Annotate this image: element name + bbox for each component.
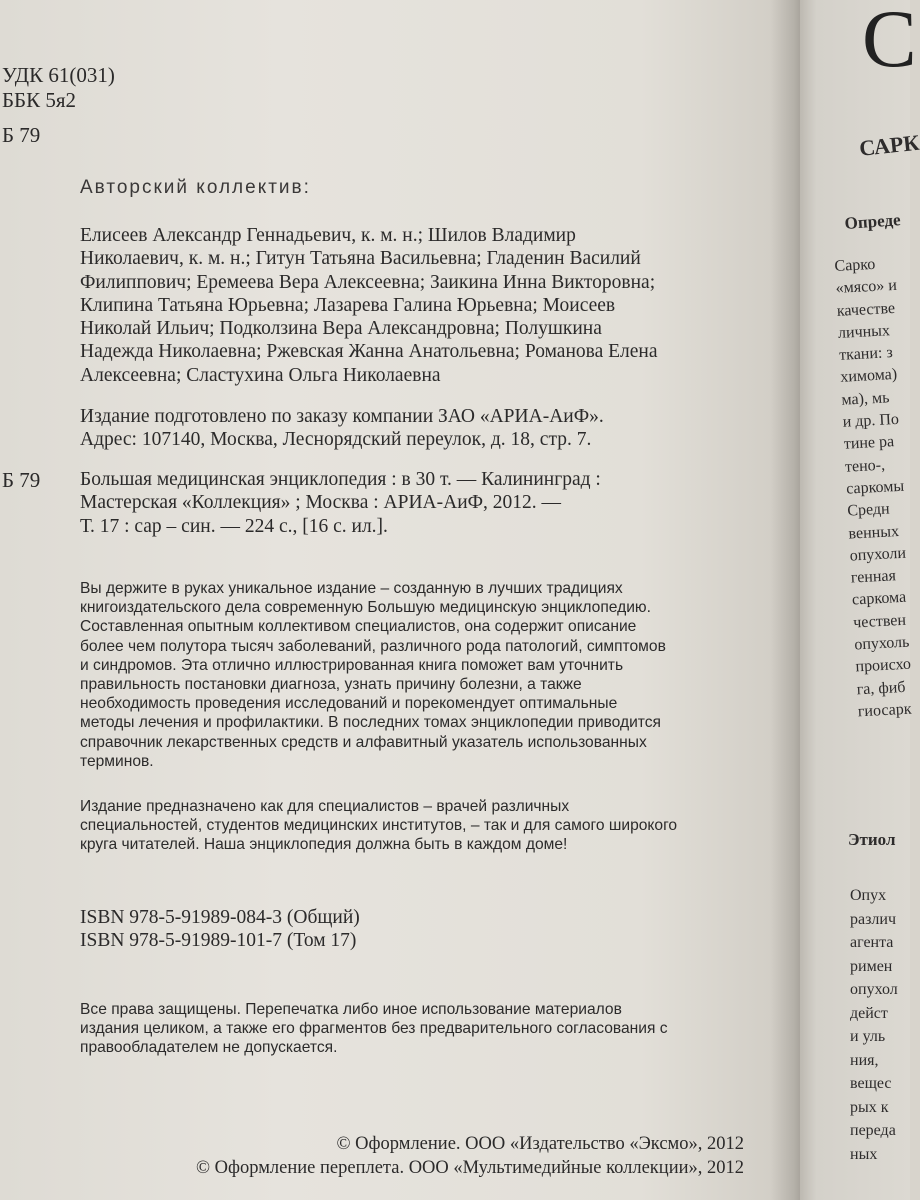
text-fragment-line: и уль [850, 1028, 886, 1045]
text-fragment-line: различ [850, 910, 897, 928]
audience-line: круга читателей. Наша энциклопедия должна быть в каждом доме! [80, 836, 568, 854]
text-fragment-line: Опух [850, 887, 887, 904]
text-fragment-line: га, фиб [856, 678, 906, 699]
bbk-code: ББК 5я2 [2, 88, 77, 112]
udk-code: УДК 61(031) [2, 63, 115, 87]
description-line: более чем полутора тысяч заболеваний, различного рода патологий, симптомов [80, 637, 666, 655]
text-fragment-line: и др. По [842, 410, 900, 431]
section-heading-etiology: Этиол [848, 830, 896, 849]
authors-line: Алексеевна; Сластухина Ольга Николаевна [80, 364, 441, 386]
definition-text-fragment [834, 253, 920, 724]
authors-line: Надежда Николаевна; Ржевская Жанна Анатольевна; Романова Елена [80, 341, 658, 363]
text-fragment-line: агента [850, 934, 894, 951]
description-line: необходимость проведения исследований и порекомендует оптимальные [80, 695, 618, 713]
text-fragment-line: происхо [855, 655, 912, 676]
description-line: Составленная опытным коллективом специалистов, она содержит описание [80, 618, 637, 636]
text-fragment-line: венных [848, 522, 900, 543]
index-code-mid: Б 79 [2, 468, 41, 492]
isbn-general: ISBN 978-5-91989-084-3 (Общий) [80, 907, 360, 928]
text-fragment-line: саркомы [845, 477, 905, 498]
etiology-text-fragment [850, 884, 898, 1166]
description-line: книгоиздательского дела современную Большую медицинскую энциклопедию. [80, 599, 651, 617]
authors-line: Клипина Татьяна Юрьевна; Лазарева Галина Юрьевна; Моисеев [80, 294, 616, 316]
text-fragment-line: личных [837, 322, 891, 342]
text-fragment-line: тено-, [844, 456, 886, 476]
text-fragment-line: саркома [851, 589, 907, 609]
entry-title-fragment: САРК [858, 129, 920, 161]
rights-line: правообладателем не допускается. [80, 1039, 338, 1057]
text-fragment-line: химома) [839, 366, 898, 387]
copyright-binding: © Оформление переплета. ООО «Мультимедийные коллекции», 2012 [195, 1158, 744, 1178]
text-fragment-line: вещес [850, 1075, 892, 1092]
text-fragment-line: ных [850, 1145, 878, 1163]
audience-paragraph [80, 797, 677, 855]
publisher-line: Адрес: 107140, Москва, Леснорядский переулок, д. 18, стр. 7. [80, 429, 592, 451]
description-line: терминов. [80, 752, 154, 770]
rights-line: Все права защищены. Перепечатка либо иное использование материалов [80, 1001, 622, 1018]
text-fragment-line: опухол [850, 981, 898, 998]
copyright-design: © Оформление. ООО «Издательство «Эксмо», 2012 [336, 1134, 744, 1154]
text-fragment-line: опухоли [849, 544, 907, 565]
text-fragment-line: чествен [852, 611, 907, 632]
bibliographic-entry [80, 468, 601, 538]
rights-notice [80, 1000, 668, 1058]
copyright-block [196, 1132, 744, 1180]
text-fragment-line: качестве [836, 299, 896, 320]
section-heading-definition: Опреде [844, 210, 902, 233]
bib-line: Мастерская «Коллекция» ; Москва : АРИА-АиФ, 2012. — [80, 492, 562, 514]
audience-line: Издание предназначено как для специалистов – врачей различных [80, 798, 570, 815]
authors-heading: Авторский коллектив: [80, 177, 311, 198]
text-fragment-line: генная [850, 567, 897, 587]
text-fragment-line: переда [850, 1122, 896, 1139]
big-initial-letter: С [862, 0, 917, 84]
text-fragment-line: римен [850, 957, 893, 975]
authors-line: Филиппович; Еремеева Вера Алексеевна; Заикина Инна Викторовна; [80, 271, 656, 293]
text-fragment-line: дейст [850, 1004, 888, 1022]
text-fragment-line: Сарко [834, 255, 876, 275]
authors-list [80, 224, 658, 387]
rights-line: издания целиком, а также его фрагментов без предварительного согласования с [80, 1020, 668, 1038]
text-fragment-line: ния, [850, 1051, 879, 1069]
text-fragment-line: ткани: з [838, 344, 894, 365]
description-line: правильность постановки диагноза, узнать причину болезни, а также [80, 676, 582, 694]
bib-line: Т. 17 : сар – син. — 224 с., [16 с. ил.]. [80, 515, 388, 537]
text-fragment-line: Средн [846, 500, 891, 520]
publisher-block [80, 405, 604, 452]
right-page [800, 0, 920, 1200]
audience-line: специальностей, студентов медицинских институтов, – так и для самого широкого [80, 817, 678, 835]
bib-line: Большая медицинская энциклопедия : в 30 т. — Калининград : [80, 469, 601, 490]
description-line: и синдромов. Эта отлично иллюстрированная книга поможет вам уточнить [80, 656, 624, 674]
index-code-top: Б 79 [2, 123, 41, 147]
text-fragment-line: «мясо» и [835, 277, 898, 298]
authors-line: Елисеев Александр Геннадьевич, к. м. н.; Шилов Владимир [80, 225, 576, 246]
text-fragment-line: гиосарк [857, 700, 912, 721]
authors-line: Николай Ильич; Подколзина Вера Александровна; Полушкина [80, 318, 602, 340]
description-line: Вы держите в руках уникальное издание – созданную в лучших традициях [80, 580, 623, 597]
text-fragment-line: опухоль [853, 633, 910, 654]
description-line: справочник лекарственных средств и алфавитный указатель использованных [80, 733, 647, 751]
text-fragment-line: рых к [850, 1098, 889, 1116]
description-line: методы лечения и профилактики. В последних томах энциклопедии приводится [80, 714, 662, 732]
authors-line: Николаевич, к. м. н.; Гитун Татьяна Васильевна; Гладенин Василий [80, 248, 641, 270]
description-paragraph [80, 579, 666, 771]
isbn-block [80, 906, 360, 953]
publisher-line: Издание подготовлено по заказу компании ЗАО «АРИА-АиФ». [80, 406, 604, 427]
text-fragment-line: ма), мь [841, 389, 890, 409]
isbn-volume: ISBN 978-5-91989-101-7 (Том 17) [80, 930, 357, 952]
text-fragment-line: тине ра [843, 433, 895, 454]
